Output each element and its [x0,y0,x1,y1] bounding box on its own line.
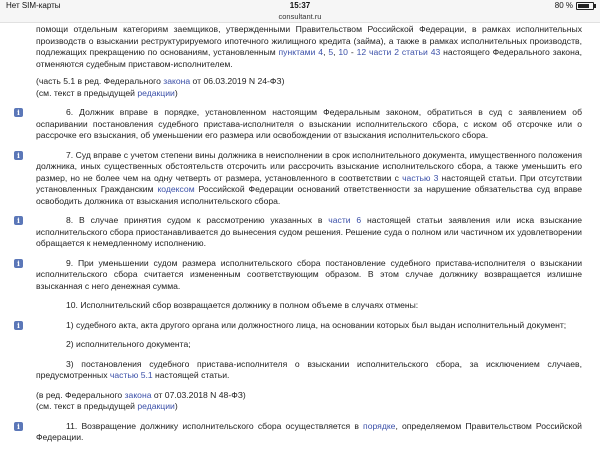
text: 7. Суд вправе с учетом степени вины должника в неисполнении в срок исполнительного документа, имущественного положения должника, иных существенных обстоятельств отсрочить или рассрочить взыскание исполнительского сбора, а также уменьшить его размер, но не более чем на одну четверть от размера, установленного в соответствии с [36,149,582,183]
address-bar[interactable] [0,12,600,23]
paragraph-text: 1) судебного акта, акта другого органа или должностного лица, на основании которых был выдан исполнительный документ; [66,319,567,330]
info-icon[interactable]: i [14,259,23,268]
link-point-10[interactable]: 10 [338,47,348,57]
revision-note-1 [0,76,600,99]
paragraph-7 [0,150,600,208]
link-point-4[interactable]: пунктами 4 [278,47,324,57]
link-law[interactable]: закона [163,76,191,86]
link-law[interactable]: закона [124,389,152,400]
paragraph-5-1-tail [0,24,600,70]
info-icon[interactable]: i [14,216,23,225]
text: , [333,47,339,57]
link-previous-edition[interactable]: редакции [137,87,175,98]
text: настоящей статьи заявления или иска взыскание исполнительского сбора приостанавливается до вынесения судом решения. Решение суда о полном или частичном их удовлетворении обращается к немедленному исполнению. [36,215,582,248]
link-civil-code[interactable]: кодексом [157,184,195,194]
text: ) [174,87,178,98]
paragraph-text: 6. Должник вправе в порядке, установленном настоящим Федеральным законом, обратиться в суд с заявлением об оспаривании постановления судебного пристава-исполнителя о взыскании исполнительского сбора, с иском об отсрочке или о рассрочке его взыскания, об уменьшении его размера или освобождении от взыскания исполнительского сбора. [36,107,582,140]
text: Российской Федерации оснований ответственности за нарушение обязательства суд вправе освободить должника от взыскания исполнительского сбора. [36,184,583,206]
link-previous-edition[interactable]: редакции [137,401,175,411]
text: ) [174,401,178,411]
paragraph-10-item-2 [0,339,600,351]
info-icon[interactable]: i [14,422,23,431]
link-part-6[interactable]: части 6 [328,215,362,225]
text: настоящего Федерального закона, отменяются судебным приставом-исполнителем. [36,47,582,69]
carrier-label: Нет SIM-карты [6,1,61,10]
battery-icon [576,2,594,10]
battery-percent: 80 % [554,1,573,10]
text: 8. В случае принятия судом к рассмотрению указанных в [66,215,329,225]
paragraph-text: 2) исполнительного документа; [66,339,191,349]
text: от 06.03.2019 N 24-ФЗ) [190,76,285,86]
text: (часть 5.1 в ред. Федерального [36,76,164,86]
status-bar [0,0,600,12]
text: (см. текст в предыдущей [36,401,138,411]
paragraph-10-item-1 [0,320,600,332]
text: (в ред. Федерального [36,389,125,400]
text: помощи отдельным категориям заемщиков, утвержденными Правительством Российской Федерации, в рамках исполнительных производств о взыскании реструктурируемого ипотечного жилищного кредита (займа), а также в рамках исполнительных производств, подлежащих прекращению по основаниям, установленным [36,24,582,57]
text: - [347,47,357,57]
paragraph-9 [0,258,600,293]
paragraph-text: 10. Исполнительский сбор возвращается должнику в полном объеме в случаях отмены: [66,300,419,310]
text: , определяемом Правительством Российской Федерации. [36,420,582,442]
text: 3) постановления судебного пристава-исполнителя о взыскании исполнительского сбора, за исключением случаев, предусмотренных [36,358,582,380]
info-icon[interactable]: i [14,108,23,117]
link-part-3[interactable]: частью 3 [402,172,439,183]
document-body [0,24,600,450]
link-part-5-1[interactable]: частью 5.1 [109,370,153,380]
paragraph-11 [0,421,600,444]
text: настоящей статьи. При отсутствии установленных Гражданским [36,172,582,194]
paragraph-8 [0,215,600,250]
clock: 15:37 [289,1,311,10]
paragraph-10 [0,300,600,312]
paragraph-6 [0,107,600,142]
text: , [323,47,329,57]
paragraph-10-item-3 [0,359,600,382]
revision-note-2 [0,390,600,413]
link-point-5[interactable]: 5 [328,47,334,57]
link-procedure[interactable]: порядке [363,420,396,431]
battery-fill [578,4,589,8]
info-icon[interactable]: i [14,321,23,330]
link-article-43[interactable]: 12 части 2 статьи 43 [356,47,441,57]
info-icon[interactable]: i [14,151,23,160]
text: 11. Возвращение должнику исполнительского сбора осуществляется в [66,420,364,431]
text: настоящей статьи. [152,370,230,380]
text: (см. текст в предыдущей [36,87,138,98]
url-text[interactable]: consultant.ru [278,12,322,21]
battery-area [555,1,594,10]
paragraph-text: 9. При уменьшении судом размера исполнительского сбора постановление судебного пристава-исполнителя о взыскании исполнительского сбора считается измененным соответствующим образом. В этом случае должнику возвращается излишне взысканная с него денежная сумма. [36,257,582,291]
text: от 07.03.2018 N 48-ФЗ) [151,389,246,400]
